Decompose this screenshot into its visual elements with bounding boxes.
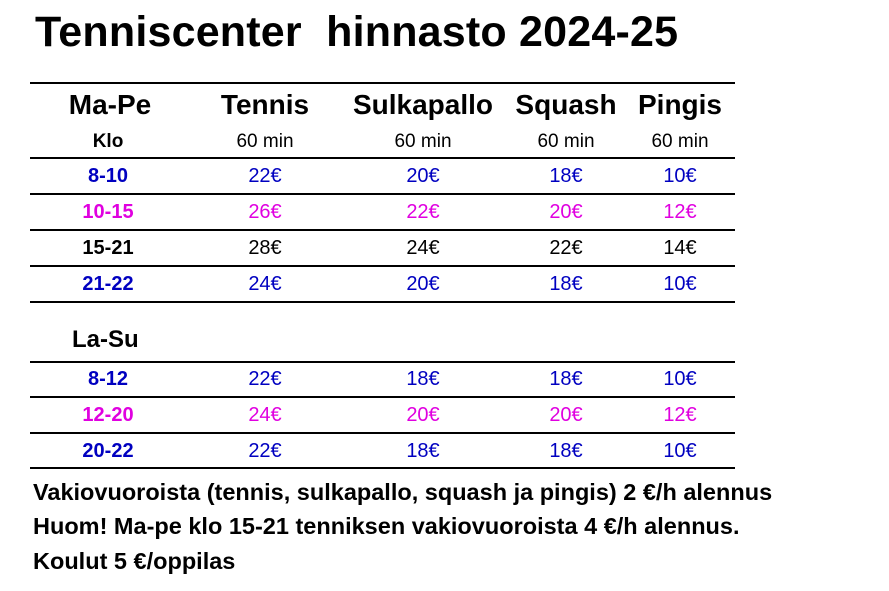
column-header-pingis: Pingis xyxy=(637,89,723,120)
note-tennis-discount: Huom! Ma-pe klo 15-21 tenniksen vakiovuoroista 4 €/h alennus. xyxy=(33,513,740,539)
price-cell: 10€ xyxy=(663,273,697,295)
duration-pingis: 60 min xyxy=(651,131,709,152)
price-cell: 20€ xyxy=(549,201,583,223)
price-cell: 12€ xyxy=(663,404,697,426)
price-cell: 20€ xyxy=(406,165,440,187)
price-cell: 22€ xyxy=(549,237,583,259)
row-time-label: 12-20 xyxy=(82,404,134,426)
row-divider xyxy=(30,301,735,303)
row-time-label: 15-21 xyxy=(82,237,134,259)
price-cell: 22€ xyxy=(248,440,282,462)
row-time-label: 21-22 xyxy=(82,273,134,295)
column-header-sulkapallo: Sulkapallo xyxy=(352,89,494,120)
row-divider xyxy=(30,193,735,195)
price-cell: 18€ xyxy=(549,273,583,295)
price-cell: 18€ xyxy=(406,368,440,390)
price-cell: 22€ xyxy=(406,201,440,223)
row-divider xyxy=(30,432,735,434)
price-cell: 18€ xyxy=(549,165,583,187)
price-cell: 20€ xyxy=(406,273,440,295)
row-divider xyxy=(30,396,735,398)
price-cell: 12€ xyxy=(663,201,697,223)
page-title: Tenniscenter hinnasto 2024-25 xyxy=(35,8,679,56)
row-time-label: 8-12 xyxy=(87,368,129,390)
price-cell: 10€ xyxy=(663,440,697,462)
price-cell: 24€ xyxy=(406,237,440,259)
price-cell: 18€ xyxy=(549,440,583,462)
price-cell: 10€ xyxy=(663,368,697,390)
row-divider xyxy=(30,229,735,231)
weekend-top-rule xyxy=(30,361,735,363)
row-time-label: 10-15 xyxy=(82,201,134,223)
note-schools: Koulut 5 €/oppilas xyxy=(33,548,236,574)
duration-sulkapallo: 60 min xyxy=(394,131,452,152)
duration-tennis: 60 min xyxy=(236,131,294,152)
price-cell: 20€ xyxy=(406,404,440,426)
row-time-label: 20-22 xyxy=(82,440,134,462)
note-discount: Vakiovuoroista (tennis, sulkapallo, squash ja pingis) 2 €/h alennus xyxy=(33,479,773,505)
duration-squash: 60 min xyxy=(537,131,595,152)
column-header-squash: Squash xyxy=(515,89,617,120)
price-cell: 18€ xyxy=(549,368,583,390)
price-cell: 26€ xyxy=(248,201,282,223)
price-cell: 24€ xyxy=(248,404,282,426)
table-bottom-rule xyxy=(30,467,735,469)
price-cell: 22€ xyxy=(248,165,282,187)
row-divider xyxy=(30,265,735,267)
price-cell: 22€ xyxy=(248,368,282,390)
table-top-rule xyxy=(30,82,735,84)
price-cell: 10€ xyxy=(663,165,697,187)
row-time-label: 8-10 xyxy=(87,165,129,187)
price-cell: 14€ xyxy=(663,237,697,259)
weekend-label: La-Su xyxy=(72,326,139,353)
time-column-header: Klo xyxy=(92,131,124,152)
price-cell: 28€ xyxy=(248,237,282,259)
column-header-tennis: Tennis xyxy=(220,89,310,120)
weekday-label: Ma-Pe xyxy=(68,89,152,120)
price-cell: 18€ xyxy=(406,440,440,462)
price-cell: 24€ xyxy=(248,273,282,295)
price-cell: 20€ xyxy=(549,404,583,426)
header-rule xyxy=(30,157,735,159)
